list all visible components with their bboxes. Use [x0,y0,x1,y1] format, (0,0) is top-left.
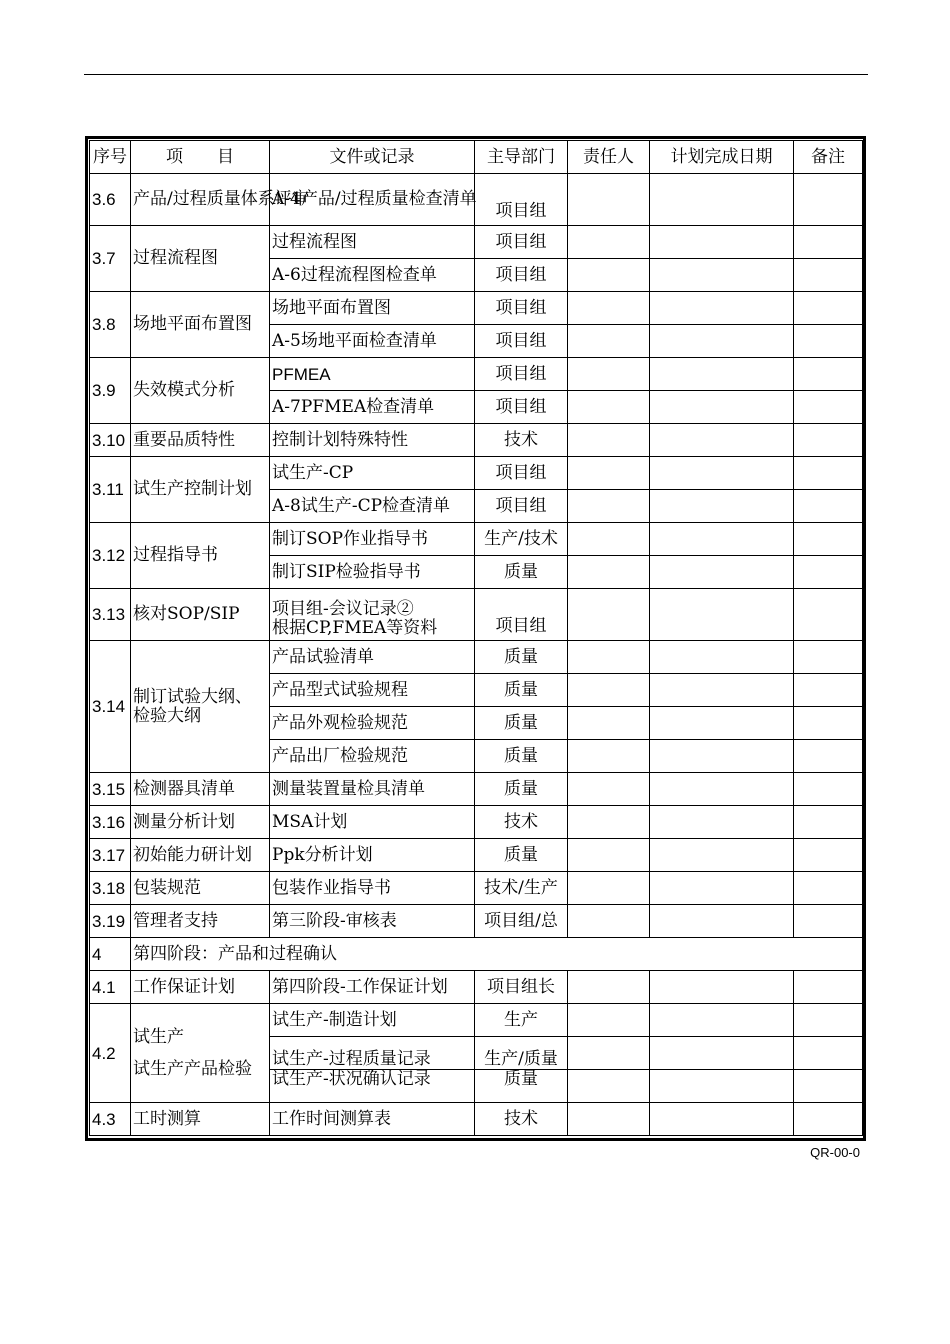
header-document: 文件或记录 [270,141,475,174]
row-document: A-5场地平面检查清单 [270,325,475,358]
header-item: 项 目 [131,141,270,174]
row-document: PFMEA [270,358,475,391]
table-row [90,1004,863,1037]
section-title: 第四阶段：产品和过程确认 [131,938,863,971]
row-document: A-6过程流程图检查单 [270,259,475,292]
owner-cell [568,971,650,1004]
row-item: 产品/过程质量体系评审 [131,174,270,226]
row-number: 3.18 [90,872,131,905]
row-document: A-4产品/过程质量检查清单 [270,174,475,226]
remark-cell [794,391,863,424]
table-row [90,226,863,259]
row-item: 过程流程图 [131,226,270,292]
plan-table [89,140,863,1136]
plan-date-cell [650,589,794,641]
plan-date-cell [650,424,794,457]
plan-date-cell [650,556,794,589]
owner-cell [568,325,650,358]
row-item: 包装规范 [131,872,270,905]
plan-date-cell [650,839,794,872]
plan-date-cell [650,292,794,325]
row-number: 4.2 [90,1004,131,1103]
remark-cell [794,589,863,641]
row-dept: 质量 [475,674,568,707]
row-dept: 项目组/总 [475,905,568,938]
item-line: 制订试验大纲、 [133,686,252,707]
row-number: 3.12 [90,523,131,589]
row-dept: 生产/质量 [475,1037,568,1070]
remark-cell [794,1103,863,1136]
owner-cell [568,905,650,938]
row-dept: 生产 [475,1004,568,1037]
row-dept: 技术 [475,806,568,839]
plan-date-cell [650,905,794,938]
row-dept: 项目组长 [475,971,568,1004]
row-number: 3.16 [90,806,131,839]
table-row [90,358,863,391]
row-dept: 质量 [475,556,568,589]
row-dept: 项目组 [475,259,568,292]
row-number: 4.1 [90,971,131,1004]
row-document [270,589,475,641]
row-number: 3.7 [90,226,131,292]
remark-cell [794,773,863,806]
table-row [90,523,863,556]
remark-cell [794,358,863,391]
plan-date-cell [650,872,794,905]
row-document: 产品试验清单 [270,641,475,674]
row-number: 4.3 [90,1103,131,1136]
row-document: 产品外观检验规范 [270,707,475,740]
owner-cell [568,174,650,226]
remark-cell [794,641,863,674]
header-owner: 责任人 [568,141,650,174]
row-item: 管理者支持 [131,905,270,938]
remark-cell [794,674,863,707]
row-dept: 项目组 [475,174,568,226]
row-document: 第四阶段-工作保证计划 [270,971,475,1004]
row-number: 3.17 [90,839,131,872]
row-dept: 项目组 [475,490,568,523]
owner-cell [568,707,650,740]
plan-date-cell [650,1037,794,1070]
row-dept: 项目组 [475,391,568,424]
plan-date-cell [650,358,794,391]
plan-date-cell [650,174,794,226]
row-number: 3.14 [90,641,131,773]
remark-cell [794,806,863,839]
row-dept: 质量 [475,839,568,872]
row-document: 过程流程图 [270,226,475,259]
remark-cell [794,259,863,292]
plan-date-cell [650,641,794,674]
row-dept: 生产/技术 [475,523,568,556]
owner-cell [568,424,650,457]
remark-cell [794,1070,863,1103]
row-number: 3.15 [90,773,131,806]
table-row [90,905,863,938]
table-row [90,174,863,226]
row-document: 制订SOP作业指导书 [270,523,475,556]
plan-date-cell [650,707,794,740]
table-row [90,971,863,1004]
owner-cell [568,674,650,707]
row-item: 检测器具清单 [131,773,270,806]
remark-cell [794,457,863,490]
plan-date-cell [650,325,794,358]
row-dept: 项目组 [475,589,568,641]
remark-cell [794,523,863,556]
owner-cell [568,773,650,806]
row-item: 场地平面布置图 [131,292,270,358]
document-line: 项目组-会议记录② [272,599,414,619]
remark-cell [794,1037,863,1070]
owner-cell [568,523,650,556]
row-number: 3.11 [90,457,131,523]
row-dept: 技术/生产 [475,872,568,905]
row-item: 测量分析计划 [131,806,270,839]
row-dept: 项目组 [475,358,568,391]
owner-cell [568,589,650,641]
remark-cell [794,707,863,740]
plan-date-cell [650,1004,794,1037]
plan-date-cell [650,773,794,806]
owner-cell [568,292,650,325]
owner-cell [568,806,650,839]
row-item [131,641,270,773]
row-number: 4 [90,938,131,971]
table-row [90,773,863,806]
owner-cell [568,872,650,905]
row-document: 包装作业指导书 [270,872,475,905]
row-document: 产品型式试验规程 [270,674,475,707]
plan-date-cell [650,259,794,292]
table-row [90,292,863,325]
owner-cell [568,490,650,523]
row-dept: 技术 [475,424,568,457]
remark-cell [794,424,863,457]
plan-date-cell [650,806,794,839]
row-document: Ppk分析计划 [270,839,475,872]
row-item: 核对SOP/SIP [131,589,270,641]
row-number: 3.9 [90,358,131,424]
row-item: 重要品质特性 [131,424,270,457]
row-number: 3.6 [90,174,131,226]
remark-cell [794,1004,863,1037]
owner-cell [568,358,650,391]
row-document: 试生产-制造计划 [270,1004,475,1037]
plan-date-cell [650,226,794,259]
header-seq: 序号 [90,141,131,174]
row-item: 试生产控制计划 [131,457,270,523]
table-row [90,1103,863,1136]
item-line: 检验大纲 [133,705,201,726]
section-row [90,938,863,971]
plan-date-cell [650,1103,794,1136]
remark-cell [794,292,863,325]
remark-cell [794,740,863,773]
table-row [90,806,863,839]
owner-cell [568,259,650,292]
row-dept: 项目组 [475,325,568,358]
row-item: 过程指导书 [131,523,270,589]
table-row [90,589,863,641]
row-document: 测量装置量检具清单 [270,773,475,806]
remark-cell [794,490,863,523]
row-number: 3.13 [90,589,131,641]
table-row [90,641,863,674]
row-document: 场地平面布置图 [270,292,475,325]
row-document: 试生产-CP [270,457,475,490]
plan-date-cell [650,740,794,773]
owner-cell [568,1103,650,1136]
owner-cell [568,1070,650,1103]
row-dept: 项目组 [475,226,568,259]
owner-cell [568,226,650,259]
remark-cell [794,839,863,872]
table-row [90,457,863,490]
plan-date-cell [650,490,794,523]
owner-cell [568,1037,650,1070]
item-line: 试生产 [133,1027,184,1047]
owner-cell [568,556,650,589]
row-document: 制订SIP检验指导书 [270,556,475,589]
form-code: QR-00-0 [810,1145,860,1160]
plan-date-cell [650,457,794,490]
item-line: 试生产产品检验 [133,1059,252,1079]
row-document: A-7PFMEA检查清单 [270,391,475,424]
remark-cell [794,174,863,226]
owner-cell [568,839,650,872]
row-document: 控制计划特殊特性 [270,424,475,457]
row-document: 产品出厂检验规范 [270,740,475,773]
row-dept: 质量 [475,740,568,773]
row-document: MSA计划 [270,806,475,839]
row-item [131,1004,270,1103]
row-dept: 质量 [475,707,568,740]
owner-cell [568,391,650,424]
remark-cell [794,905,863,938]
header-remark: 备注 [794,141,863,174]
plan-date-cell [650,971,794,1004]
row-document: 试生产-状况确认记录 [270,1070,475,1103]
table-row [90,424,863,457]
plan-date-cell [650,391,794,424]
remark-cell [794,971,863,1004]
owner-cell [568,641,650,674]
row-item: 工时测算 [131,1103,270,1136]
owner-cell [568,1004,650,1037]
row-item: 初始能力研计划 [131,839,270,872]
row-dept: 质量 [475,641,568,674]
remark-cell [794,325,863,358]
owner-cell [568,457,650,490]
row-number: 3.19 [90,905,131,938]
row-document: 试生产-过程质量记录 [270,1037,475,1070]
remark-cell [794,226,863,259]
row-dept: 项目组 [475,457,568,490]
remark-cell [794,872,863,905]
row-number: 3.8 [90,292,131,358]
row-document: A-8试生产-CP检查清单 [270,490,475,523]
row-number: 3.10 [90,424,131,457]
row-dept: 技术 [475,1103,568,1136]
header-plan-date: 计划完成日期 [650,141,794,174]
row-dept: 项目组 [475,292,568,325]
table-row [90,872,863,905]
plan-date-cell [650,674,794,707]
header-lead-dept: 主导部门 [475,141,568,174]
header-row [90,141,863,174]
plan-date-cell [650,1070,794,1103]
remark-cell [794,556,863,589]
row-item: 失效模式分析 [131,358,270,424]
row-dept: 质量 [475,773,568,806]
plan-date-cell [650,523,794,556]
document-line: 根据CP,FMEA等资料 [272,618,438,638]
row-dept: 质量 [475,1070,568,1103]
owner-cell [568,740,650,773]
top-rule [84,74,868,75]
row-document: 工作时间测算表 [270,1103,475,1136]
table-row [90,839,863,872]
row-document: 第三阶段-审核表 [270,905,475,938]
row-item: 工作保证计划 [131,971,270,1004]
